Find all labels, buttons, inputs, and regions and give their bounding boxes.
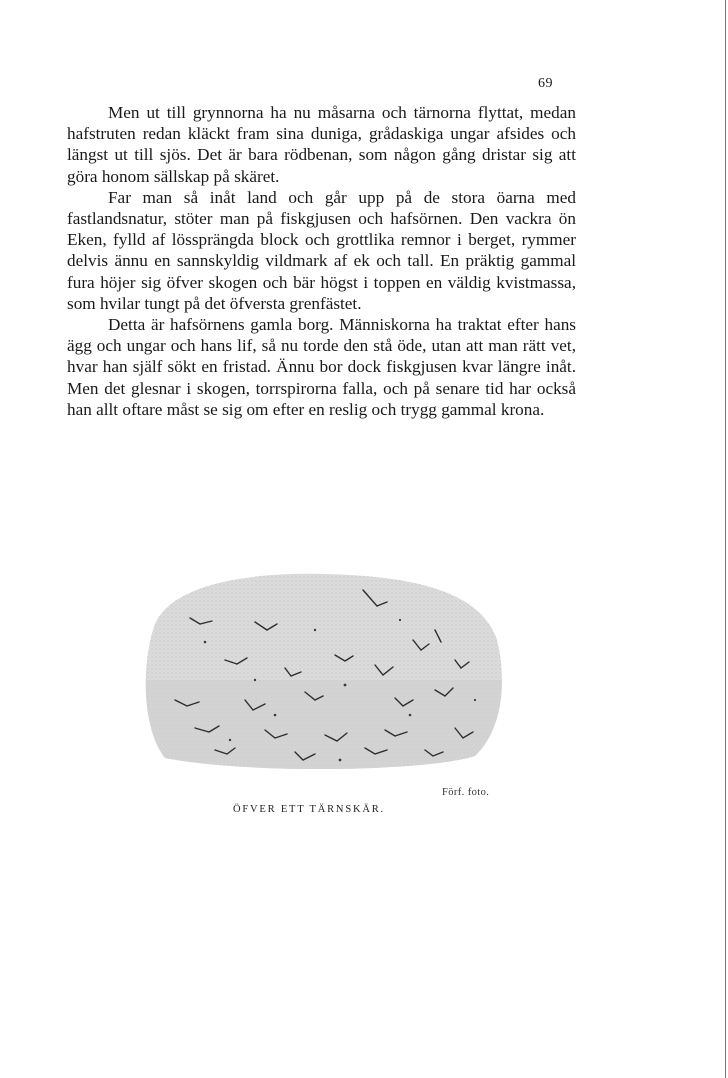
paragraph: Detta är hafsörnens gamla borg. Människorna ha traktat efter hans ägg och ungar och hans lif, så nu torde den stå öde, utan att man rätt vet, hvar han själf sökt en fristad. Ännu bor dock fiskgjusen kvar längre inåt. Men det glesnar i skogen, torrspirorna falla, och på senare tid har också han allt oftare måst se sig om efter en reslig och trygg gammal krona. bbox=[67, 315, 576, 419]
paragraph: Men ut till grynnorna ha nu måsarna och tärnorna flyttat, medan hafstruten redan kläckt fram sina duniga, grådaskiga ungar afsides och längst ut till sjös. Det är bara rödbenan, som någon gång dristar sig att göra honom sällskap på skäret. bbox=[67, 103, 576, 186]
page-number: 69 bbox=[538, 76, 553, 91]
page-edge bbox=[725, 0, 726, 1078]
paragraph: Far man så inåt land och går upp på de stora öarna med fastlandsnatur, stöter man på fiskgjusen och hafsörnen. Den vackra ön Eken, fylld af lössprängda block och grottlika remnor i berget, rymmer delvis ännu en sannskyldig vildmark af ek och tall. En präktig gammal fura höjer sig öfver skogen och bär högst i toppen en väldig kvistmassa, som hvilar tungt på det öfversta grenfästet. bbox=[67, 187, 576, 313]
photo-caption: ÖFVER ETT TÄRNSKÄR. bbox=[233, 804, 385, 815]
photo-tern-skerry bbox=[135, 560, 505, 775]
body-text bbox=[67, 102, 576, 420]
photo-credit: Förf. foto. bbox=[442, 787, 490, 798]
